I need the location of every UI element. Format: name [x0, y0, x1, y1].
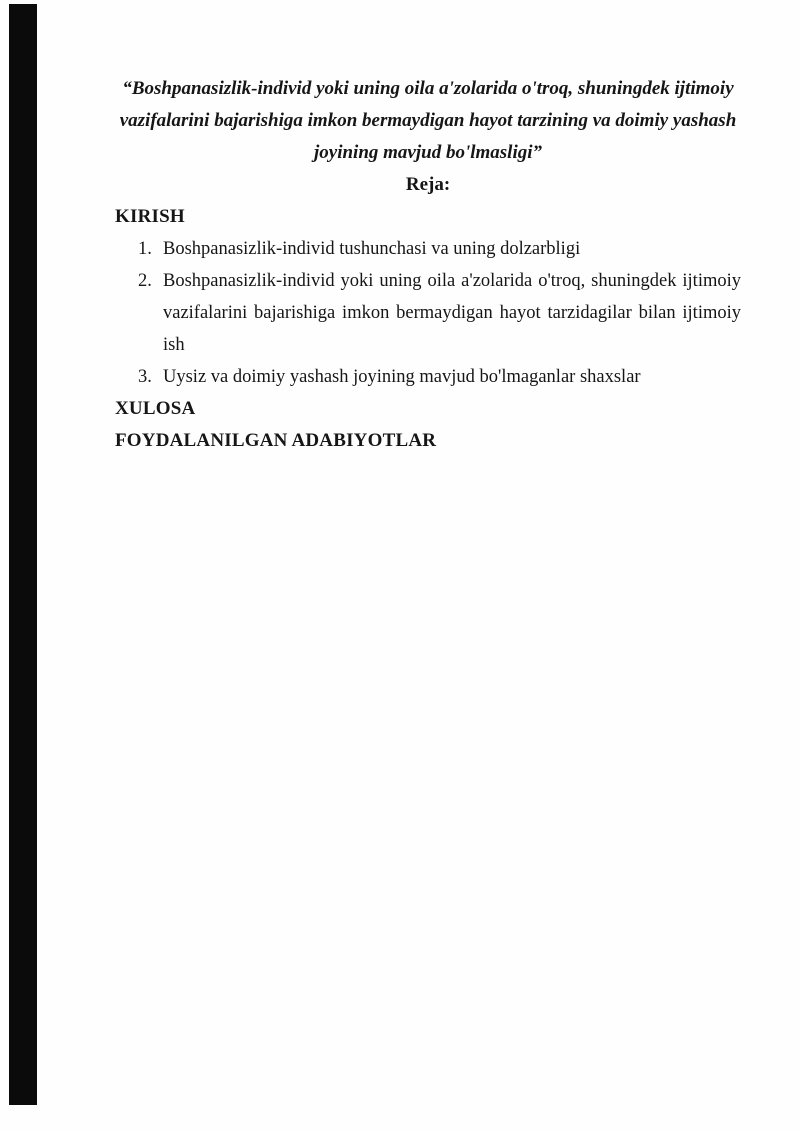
plan-heading: Reja:: [405, 174, 451, 195]
list-item-text: [163, 233, 741, 265]
title-line: vazifalarini bajarishiga imkon bermaydigan hayot tarzining va doimiy yashash: [119, 110, 737, 131]
page-edge-strip: [9, 4, 37, 1105]
list-item-number: 2.: [138, 271, 152, 291]
list-item-line: ish: [163, 335, 185, 355]
section-heading-xulosa: XULOSA: [115, 398, 196, 419]
title-line: joyining mavjud bo'lmasligi”: [313, 142, 543, 163]
list-item-line: Boshpanasizlik-individ yoki uning oila a'zolarida o'troq, shuningdek ijtimoiy: [163, 271, 741, 291]
list-item-number: 3.: [138, 367, 152, 387]
section-heading-references: FOYDALANILGAN ADABIYOTLAR: [115, 430, 437, 451]
section-heading-kirish: KIRISH: [115, 206, 185, 227]
document-title: [115, 73, 741, 169]
list-item: [115, 265, 741, 361]
list-item-number: 1.: [138, 239, 152, 259]
list-item-text: [163, 361, 741, 393]
list-item-line: vazifalarini bajarishiga imkon bermaydigan hayot tarzidagilar bilan ijtimoiy: [163, 303, 741, 323]
list-item-line: Boshpanasizlik-individ tushunchasi va uning dolzarbligi: [163, 239, 581, 259]
list-item: [115, 361, 741, 393]
list-item: [115, 233, 741, 265]
title-line: “Boshpanasizlik-individ yoki uning oila a'zolarida o'troq, shuningdek ijtimoiy: [122, 78, 734, 99]
list-item-text: [163, 265, 741, 361]
list-item-line: Uysiz va doimiy yashash joyining mavjud bo'lmaganlar shaxslar: [163, 367, 641, 387]
plan-list: [115, 233, 741, 393]
document-content: [115, 73, 741, 457]
